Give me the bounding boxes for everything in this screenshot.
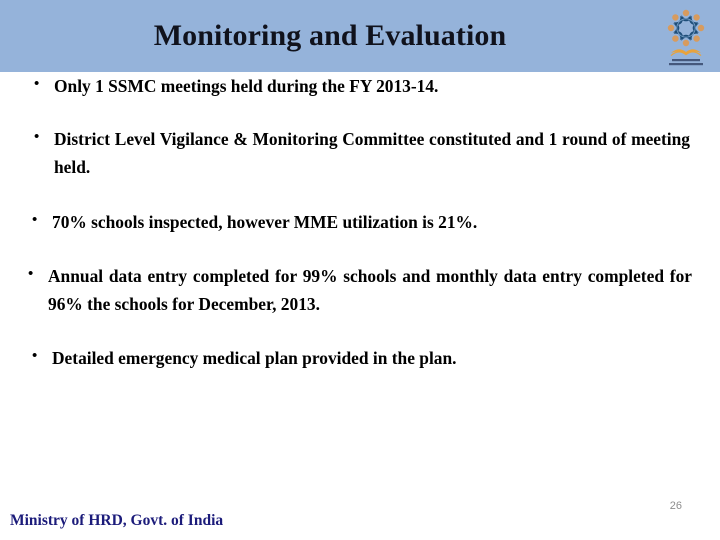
footer-organization: Ministry of HRD, Govt. of India xyxy=(10,512,224,529)
slide-body xyxy=(0,72,720,472)
list-item: • Only 1 SSMC meetings held during the FY 2013-14. xyxy=(24,72,676,100)
ssa-emblem-logo xyxy=(660,4,712,70)
list-item: • Annual data entry completed for 99% schools and monthly data entry completed for 96% the schools for December, 2013. xyxy=(18,262,692,318)
list-item: • Detailed emergency medical plan provided in the plan. xyxy=(22,344,692,372)
ssa-emblem-icon xyxy=(660,4,712,70)
page-title: Monitoring and Evaluation xyxy=(153,19,507,52)
list-item: • District Level Vigilance & Monitoring Committee constituted and 1 round of meeting held. xyxy=(24,125,690,181)
page-number: 26 xyxy=(669,500,682,512)
bullet-list xyxy=(0,72,720,372)
list-item: • 70% schools inspected, however MME utilization is 21%. xyxy=(22,208,692,236)
